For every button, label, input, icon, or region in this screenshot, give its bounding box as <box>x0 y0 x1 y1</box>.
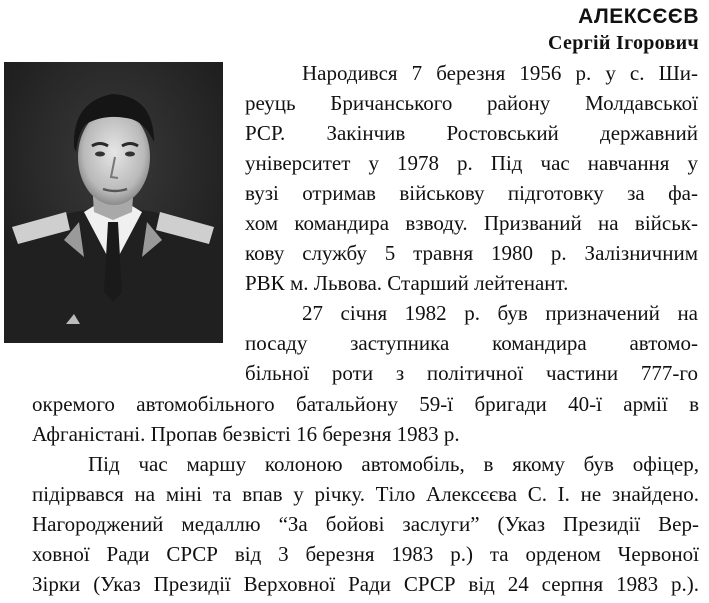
surname-heading: АЛЕКСЄЄВ <box>578 5 699 28</box>
given-names-heading: Сергій Ігорович <box>548 32 699 54</box>
text-line-15: підірвався на міні та впав у річку. Тіло Алексєєва С. І. не знайдено. <box>32 482 699 506</box>
text-line-5: вузі отримав військову підготовку за фа- <box>245 181 698 205</box>
text-line-11: більної роти з політичної частини 777-го <box>245 361 698 385</box>
text-line-12: окремого автомобільного батальйону 59-ї бригади 40-ї армії в <box>32 392 699 416</box>
text-line-18: Зірки (Указ Президії Верховної Ради СРСР від 24 серпня 1983 р.). <box>32 572 699 596</box>
text-line-8: РВК м. Львова. Старший лейтенант. <box>245 271 569 295</box>
portrait-photo <box>4 62 223 343</box>
text-line-13: Афганістані. Пропав безвісті 16 березня 1983 р. <box>32 422 460 446</box>
text-line-10: посаду заступника командира автомо- <box>245 331 698 355</box>
text-line-4: університет у 1978 р. Під час навчання у <box>245 151 698 175</box>
text-line-6: хом командира взводу. Призваний на військ- <box>245 211 698 235</box>
text-line-16: Нагороджений медаллю “За бойові заслуги” (Указ Президії Вер- <box>32 512 699 536</box>
text-line-3: РСР. Закінчив Ростовський державний <box>245 121 698 145</box>
text-line-1: Народився 7 березня 1956 р. у с. Ши- <box>302 61 698 85</box>
text-line-17: ховної Ради СРСР від 3 березня 1983 р.) та орденом Червоної <box>32 542 699 566</box>
text-line-7: кову службу 5 травня 1980 р. Залізничним <box>245 241 698 265</box>
text-line-2: реуць Бричанського району Молдавської <box>245 91 698 115</box>
text-line-9: 27 січня 1982 р. був призначений на <box>302 301 698 325</box>
text-line-14: Під час маршу колоною автомобіль, в якому був офіцер, <box>88 452 699 476</box>
